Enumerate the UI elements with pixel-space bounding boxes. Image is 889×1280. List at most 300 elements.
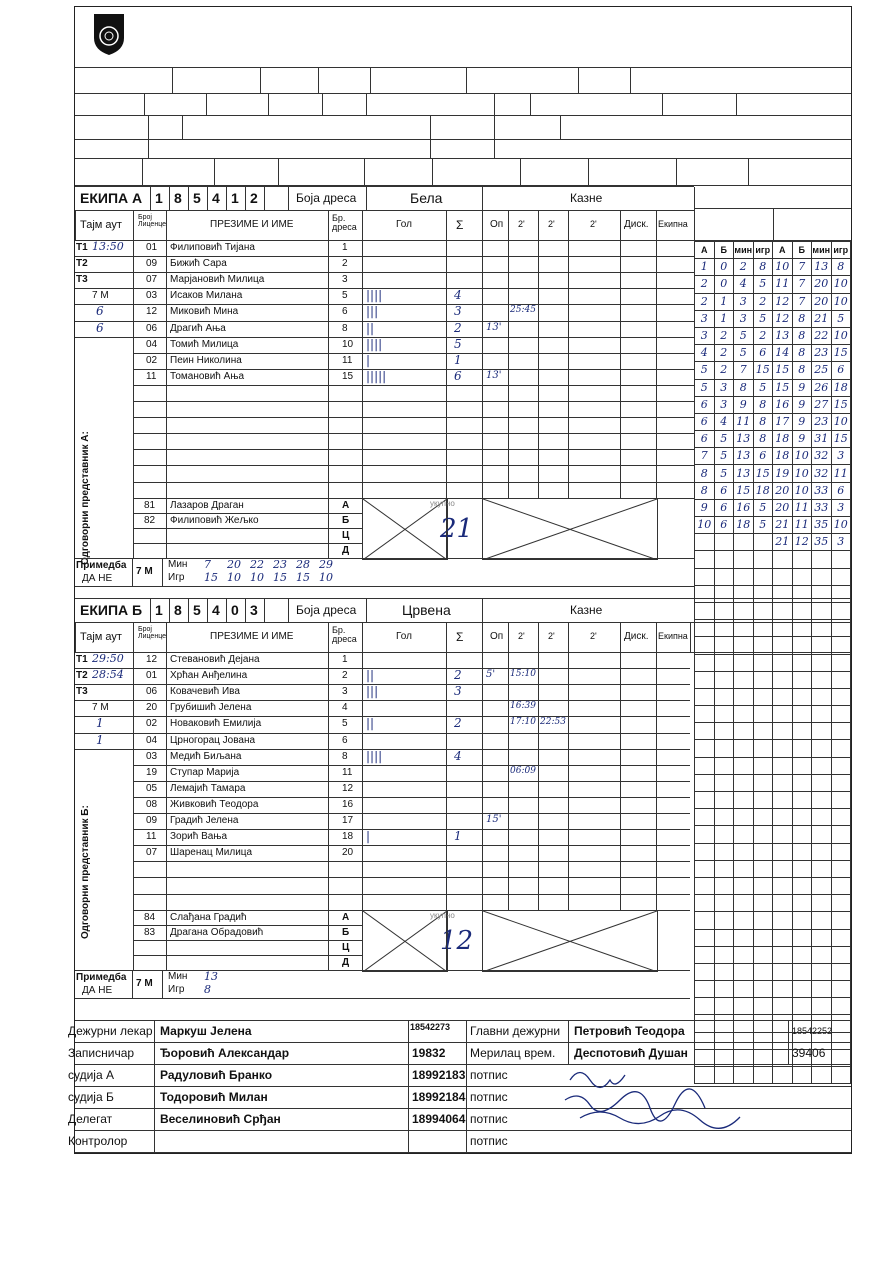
- result-cell: [753, 860, 773, 877]
- team-b-official-letter: Б: [342, 926, 350, 938]
- result-cell: [812, 740, 832, 757]
- signatures: [560, 1060, 760, 1130]
- result-cell: [695, 998, 715, 1015]
- result-cell: 5: [753, 379, 773, 396]
- team-b-player-dres: 1: [342, 654, 348, 665]
- result-cell: [714, 929, 734, 946]
- team-a-official-licence: 81: [144, 499, 156, 511]
- result-progress-table: [694, 241, 851, 1084]
- result-cell: 3: [695, 327, 715, 344]
- result-cell: [792, 946, 812, 963]
- result-cell: [695, 946, 715, 963]
- result-cell: 15: [773, 362, 793, 379]
- official-name: Ђоровић Александар: [160, 1046, 290, 1060]
- result-cell: [714, 895, 734, 912]
- result-col-header: А: [695, 242, 715, 259]
- result-cell: [734, 877, 754, 894]
- team-b-player-name: Живковић Теодора: [170, 798, 259, 810]
- result-cell: [792, 809, 812, 826]
- result-cell: [714, 568, 734, 585]
- team-b-player-name: Градић Јелена: [170, 815, 239, 826]
- team-a-player-goals-sum: 4: [454, 288, 462, 303]
- result-cell: [831, 602, 851, 619]
- team-b-player-warning: 15': [486, 814, 502, 825]
- team-a-boja-label: Боја дреса: [296, 191, 357, 205]
- team-a-player-name: Пеин Николина: [170, 354, 242, 366]
- result-col-header: Б: [792, 242, 812, 259]
- official2-name: Деспотовић Душан: [574, 1046, 688, 1060]
- result-cell: [753, 963, 773, 980]
- team-a-col-header: 2': [548, 219, 555, 229]
- result-cell: [812, 843, 832, 860]
- result-cell: 16: [773, 396, 793, 413]
- team-a-player-licence: 06: [146, 322, 158, 334]
- team-b-licence-digit: 1: [155, 602, 163, 618]
- official-role2-label: потпис: [470, 1090, 508, 1104]
- result-cell: [753, 740, 773, 757]
- result-cell: [734, 809, 754, 826]
- team-b-7m-player: 8: [204, 983, 211, 997]
- team-a-7m-minute: 7: [204, 558, 211, 572]
- team-b-player-licence: 04: [146, 734, 158, 746]
- official2-licence: 18542252: [792, 1026, 833, 1036]
- result-cell: [773, 998, 793, 1015]
- official-role2-label: потпис: [470, 1068, 508, 1082]
- team-a-official-name: Лазаров Драган: [170, 499, 244, 511]
- team-b-7m-minute: 13: [204, 970, 218, 984]
- result-cell: [753, 946, 773, 963]
- result-cell: [831, 998, 851, 1015]
- result-cell: [714, 585, 734, 602]
- team-a-7m-player: 10: [227, 571, 241, 585]
- result-cell: [695, 654, 715, 671]
- team-b-total-goals: 12: [440, 925, 474, 956]
- result-cell: [831, 843, 851, 860]
- team-a-odgovorni-label: Одговорни представник А:: [80, 430, 91, 565]
- team-b-player-name: Лемајић Тамара: [170, 782, 246, 794]
- result-cell: [792, 998, 812, 1015]
- result-cell: 4: [734, 276, 754, 293]
- result-cell: 10: [831, 327, 851, 344]
- official-role-label: Делегат: [68, 1112, 113, 1126]
- result-cell: 23: [812, 345, 832, 362]
- team-b-player-dres: 11: [342, 766, 353, 778]
- result-cell: 13: [734, 431, 754, 448]
- result-cell: [773, 774, 793, 791]
- team-b-player-name: Црногорац Јована: [170, 734, 256, 746]
- result-cell: 13: [734, 448, 754, 465]
- team-a-timeout-label: T2: [76, 258, 88, 270]
- result-cell: [753, 585, 773, 602]
- team-b-player-dres: 12: [342, 782, 354, 794]
- team-b-official-letter: Д: [342, 957, 350, 969]
- result-cell: [714, 963, 734, 980]
- result-cell: [714, 654, 734, 671]
- result-cell: [695, 860, 715, 877]
- result-cell: [831, 809, 851, 826]
- result-cell: [695, 740, 715, 757]
- result-col-header: мин: [812, 242, 832, 259]
- result-cell: 6: [753, 345, 773, 362]
- official2-name: Петровић Теодора: [574, 1024, 685, 1038]
- result-cell: [753, 602, 773, 619]
- team-b-player-dres: 18: [342, 831, 354, 843]
- official-role-label: судија Б: [68, 1090, 114, 1104]
- result-cell: 2: [753, 327, 773, 344]
- result-cell: 5: [714, 448, 734, 465]
- result-cell: [773, 740, 793, 757]
- result-cell: 8: [831, 259, 851, 276]
- result-cell: 1: [714, 293, 734, 310]
- team-a-primedba-label: Примедба: [76, 560, 127, 572]
- result-cell: 3: [714, 396, 734, 413]
- result-cell: [792, 585, 812, 602]
- team-b-licence-digit: 8: [174, 602, 182, 618]
- team-a-licence-digit: 1: [231, 190, 239, 206]
- team-b-player-suspension: 15:10: [510, 669, 536, 680]
- team-b-player-goals-sum: 4: [454, 748, 462, 763]
- result-cell: [831, 723, 851, 740]
- team-b-player-dres: 6: [342, 734, 348, 746]
- team-b-7m-label: 7 М: [92, 702, 109, 714]
- team-b-player-name: Шаренац Милица: [170, 847, 253, 859]
- team-b-player-goals-tally: |||: [366, 684, 379, 699]
- result-cell: 3: [695, 310, 715, 327]
- result-cell: [812, 981, 832, 998]
- result-cell: [812, 895, 832, 912]
- result-cell: [695, 706, 715, 723]
- result-cell: [695, 723, 715, 740]
- team-a-col-header: Оп: [490, 219, 504, 230]
- result-cell: 31: [812, 431, 832, 448]
- team-a-player-goals-tally: |: [366, 352, 371, 367]
- team-a-official-letter: Д: [342, 545, 350, 557]
- result-cell: [714, 723, 734, 740]
- result-col-header: игр: [831, 242, 851, 259]
- official-role-label: судија А: [68, 1068, 114, 1082]
- result-cell: [734, 706, 754, 723]
- team-a-player-dres: 2: [342, 258, 348, 270]
- result-cell: [773, 1067, 793, 1084]
- team-a-total-goals: 21: [440, 513, 474, 544]
- official-role-label: Контролор: [68, 1134, 128, 1148]
- result-cell: 5: [753, 310, 773, 327]
- team-a-player-dres: 3: [342, 274, 348, 286]
- result-col-header: игр: [753, 242, 773, 259]
- team-b-player-name: Зорић Вања: [170, 831, 228, 843]
- result-cell: 16: [734, 499, 754, 516]
- result-cell: 6: [695, 396, 715, 413]
- result-cell: 10: [792, 482, 812, 499]
- result-cell: 8: [734, 379, 754, 396]
- team-a-7m-minute: 20: [227, 558, 241, 572]
- result-cell: 10: [831, 276, 851, 293]
- result-cell: 9: [734, 396, 754, 413]
- team-a-timeout-label: T3: [76, 274, 88, 286]
- result-cell: [734, 1032, 754, 1049]
- result-cell: 7: [792, 293, 812, 310]
- result-cell: [792, 895, 812, 912]
- result-cell: [753, 757, 773, 774]
- result-cell: 15: [773, 379, 793, 396]
- team-b-player-licence: 02: [146, 718, 158, 730]
- result-cell: 15: [831, 345, 851, 362]
- result-col-header: Б: [714, 242, 734, 259]
- team-b-7m-label-bottom: 7 М: [136, 978, 153, 990]
- team-b-col-header: Оп: [490, 631, 504, 642]
- result-cell: 8: [695, 482, 715, 499]
- result-cell: [714, 534, 734, 551]
- official-role-label: Записничар: [68, 1046, 135, 1060]
- result-cell: [773, 963, 793, 980]
- result-cell: [753, 671, 773, 688]
- result-cell: [714, 1015, 734, 1032]
- result-cell: 11: [831, 465, 851, 482]
- team-a-player-name: Исаков Милана: [170, 290, 243, 302]
- result-cell: [734, 1015, 754, 1032]
- team-a-player-dres: 11: [342, 354, 353, 366]
- result-cell: 20: [773, 482, 793, 499]
- result-cell: [812, 671, 832, 688]
- result-cell: [714, 912, 734, 929]
- result-cell: 1: [714, 310, 734, 327]
- team-b-col-header: Диск.: [624, 631, 649, 642]
- result-cell: [753, 792, 773, 809]
- result-cell: 2: [714, 327, 734, 344]
- result-cell: [753, 809, 773, 826]
- result-cell: [753, 895, 773, 912]
- result-cell: 0: [714, 276, 734, 293]
- result-cell: 4: [695, 345, 715, 362]
- result-cell: [695, 671, 715, 688]
- result-cell: 2: [714, 345, 734, 362]
- team-b-crossed-box-right: [482, 910, 658, 973]
- team-a-player-licence: 12: [146, 306, 158, 318]
- team-a-official-licence: 82: [144, 514, 156, 526]
- team-b-player-licence: 03: [146, 750, 158, 762]
- team-b-player-licence: 05: [146, 782, 158, 794]
- team-a-official-letter: Б: [342, 514, 350, 526]
- result-cell: [714, 602, 734, 619]
- result-cell: [831, 1032, 851, 1049]
- official2-licence: 39406: [792, 1046, 826, 1060]
- result-cell: [792, 912, 812, 929]
- result-cell: 6: [714, 499, 734, 516]
- team-b-timeout-value: 29:50: [92, 652, 124, 665]
- team-a-player-licence: 11: [146, 370, 157, 382]
- team-b-licence-digit: 3: [250, 602, 258, 618]
- team-a-player-licence: 09: [146, 258, 158, 270]
- result-col-header: А: [773, 242, 793, 259]
- team-a-player-goals-sum: 5: [454, 336, 462, 351]
- result-cell: [714, 860, 734, 877]
- result-cell: 15: [753, 362, 773, 379]
- result-cell: [695, 602, 715, 619]
- official-name: Веселиновић Срђан: [160, 1112, 281, 1126]
- result-cell: 12: [773, 293, 793, 310]
- result-cell: [753, 877, 773, 894]
- result-cell: 3: [734, 310, 754, 327]
- official-name: Маркуш Јелена: [160, 1024, 252, 1038]
- result-cell: [753, 706, 773, 723]
- team-b-col-header: ПРЕЗИМЕ И ИМЕ: [210, 631, 294, 642]
- result-cell: [773, 843, 793, 860]
- result-cell: [792, 551, 812, 568]
- result-cell: [831, 671, 851, 688]
- result-cell: [812, 929, 832, 946]
- team-a-player-licence: 03: [146, 290, 158, 302]
- result-cell: [773, 568, 793, 585]
- result-cell: [734, 912, 754, 929]
- result-cell: [695, 792, 715, 809]
- team-a-timeout-label: T1: [76, 242, 88, 253]
- result-cell: [714, 877, 734, 894]
- result-cell: 21: [773, 517, 793, 534]
- team-b-col-header: 2': [590, 631, 597, 641]
- team-a-licence-digit: 2: [250, 190, 258, 206]
- result-cell: 5: [695, 379, 715, 396]
- team-a-player-name: Томић Милица: [170, 338, 239, 350]
- result-cell: [734, 963, 754, 980]
- result-cell: [695, 929, 715, 946]
- result-cell: [753, 912, 773, 929]
- team-a-col-header: Гол: [396, 219, 412, 230]
- result-cell: 20: [773, 499, 793, 516]
- team-b-player-licence: 11: [146, 831, 157, 843]
- result-cell: [831, 792, 851, 809]
- result-cell: 3: [831, 499, 851, 516]
- result-cell: [812, 568, 832, 585]
- result-cell: [792, 843, 812, 860]
- result-cell: [753, 843, 773, 860]
- team-a-col-header: Бр. дреса: [332, 213, 357, 232]
- result-cell: [753, 1032, 773, 1049]
- result-cell: 3: [714, 379, 734, 396]
- result-cell: [734, 826, 754, 843]
- result-cell: 2: [753, 293, 773, 310]
- result-cell: [773, 877, 793, 894]
- result-cell: [831, 740, 851, 757]
- team-b-player-goals-sum: 2: [454, 668, 462, 683]
- result-cell: [812, 654, 832, 671]
- result-cell: 35: [812, 517, 832, 534]
- team-a-player-name: Томановић Ања: [170, 370, 245, 382]
- result-cell: 26: [812, 379, 832, 396]
- result-cell: 5: [753, 517, 773, 534]
- result-cell: 20: [812, 293, 832, 310]
- result-cell: 6: [714, 482, 734, 499]
- result-cell: [831, 963, 851, 980]
- result-cell: [773, 706, 793, 723]
- team-b-7m-value: 1: [96, 716, 104, 731]
- official-licence: 18994064: [412, 1112, 466, 1126]
- team-b-player-goals-sum: 3: [454, 684, 462, 699]
- result-cell: [812, 946, 832, 963]
- result-cell: [812, 774, 832, 791]
- result-cell: [831, 895, 851, 912]
- team-b-label: ЕКИПА Б: [80, 602, 143, 618]
- result-cell: [695, 981, 715, 998]
- result-progress-header: [694, 187, 851, 209]
- result-cell: [792, 774, 812, 791]
- result-cell: [773, 671, 793, 688]
- result-cell: 21: [812, 310, 832, 327]
- team-b-col-header: 2': [548, 631, 555, 641]
- official-role2-label: Мерилац врем.: [470, 1046, 556, 1060]
- result-cell: [773, 1032, 793, 1049]
- result-cell: [792, 826, 812, 843]
- team-b-player-dres: 3: [342, 686, 348, 698]
- result-cell: [695, 688, 715, 705]
- result-cell: 13: [812, 259, 832, 276]
- result-cell: 11: [773, 276, 793, 293]
- team-a-7m-minute: 22: [250, 558, 264, 572]
- result-cell: [831, 774, 851, 791]
- result-cell: [773, 809, 793, 826]
- result-cell: 8: [792, 327, 812, 344]
- team-b-player-name: Грубишић Јелена: [170, 702, 252, 714]
- result-cell: [831, 860, 851, 877]
- result-cell: [792, 792, 812, 809]
- result-cell: [812, 688, 832, 705]
- team-b-ukupno-label: укупно: [430, 910, 455, 920]
- team-a-licence-digit: 1: [155, 190, 163, 206]
- team-a-ukupno-label: укупно: [430, 498, 455, 508]
- team-b-player-dres: 16: [342, 798, 354, 810]
- team-a-player-warning: 13': [486, 369, 502, 381]
- result-cell: 33: [812, 482, 832, 499]
- official-role2-label: потпис: [470, 1134, 508, 1148]
- result-cell: [773, 1015, 793, 1032]
- team-a-min-label: Мин: [168, 559, 188, 571]
- team-b-player-warning: 5': [486, 669, 496, 681]
- team-a-da-ne: ДА НЕ: [82, 573, 113, 585]
- result-cell: 7: [792, 259, 812, 276]
- result-cell: 10: [792, 465, 812, 482]
- result-cell: [773, 895, 793, 912]
- team-b-timeout-label: T2: [76, 670, 88, 682]
- result-cell: [753, 1015, 773, 1032]
- team-a-7m-value: 6: [96, 304, 104, 319]
- team-a-official-letter: А: [342, 499, 350, 511]
- result-cell: [831, 877, 851, 894]
- team-a-7m-label: 7 М: [92, 290, 109, 302]
- result-cell: 18: [753, 482, 773, 499]
- official-licence: 19832: [412, 1046, 446, 1060]
- team-b-player-goals-tally: |: [366, 829, 371, 844]
- team-a-player-licence: 01: [146, 242, 158, 253]
- result-cell: 2: [695, 293, 715, 310]
- team-b-official-licence: 84: [144, 911, 156, 923]
- result-cell: [792, 1067, 812, 1084]
- team-a-player-licence: 07: [146, 274, 158, 286]
- result-cell: [792, 963, 812, 980]
- result-cell: 7: [695, 448, 715, 465]
- team-b-da-ne: ДА НЕ: [82, 985, 113, 997]
- team-b-timeout-value: 28:54: [92, 668, 124, 682]
- result-cell: 3: [831, 448, 851, 465]
- team-b-igr-label: Игр: [168, 984, 185, 996]
- team-b-official-name: Драгана Обрадовић: [170, 926, 264, 938]
- result-cell: [714, 706, 734, 723]
- result-cell: [714, 998, 734, 1015]
- result-cell: [831, 912, 851, 929]
- result-cell: 8: [695, 465, 715, 482]
- team-b-timeout-label: T3: [76, 686, 88, 698]
- result-cell: 5: [714, 431, 734, 448]
- result-cell: [695, 843, 715, 860]
- team-a-7m-label-bottom: 7 М: [136, 566, 153, 578]
